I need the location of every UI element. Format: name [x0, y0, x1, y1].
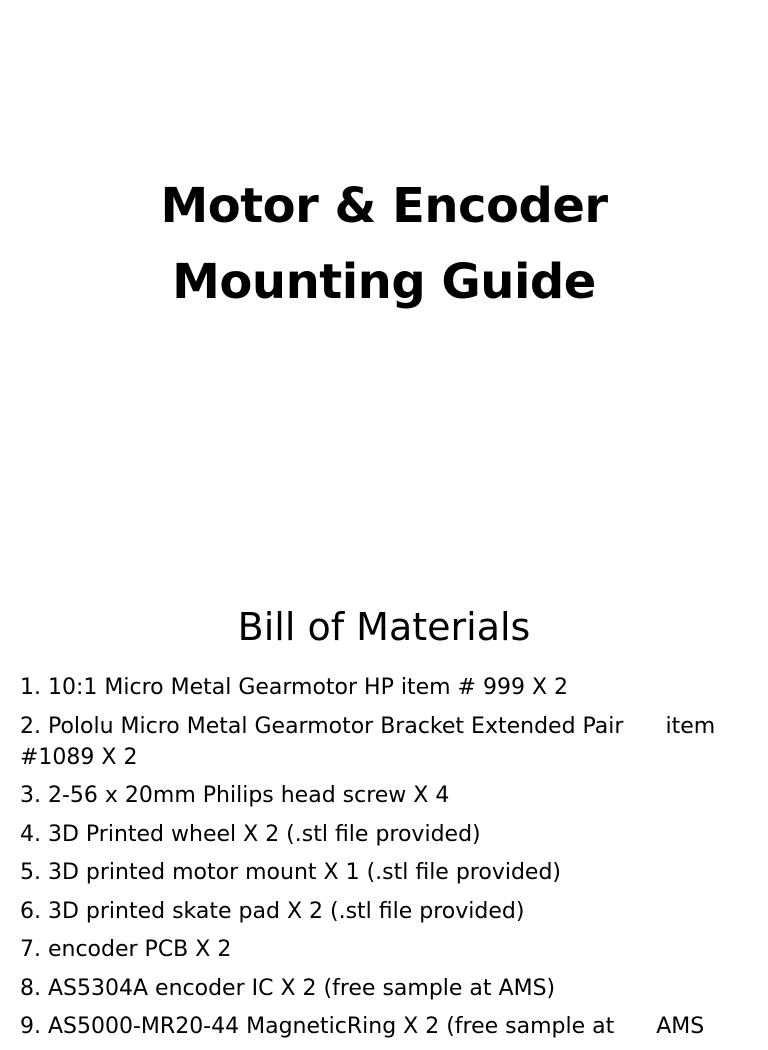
slide-title — [0, 168, 768, 320]
bom-item-3: 3. 2-56 x 20mm Philips head screw X 4 — [20, 783, 450, 808]
bom-item-2-suffix: item — [665, 713, 716, 739]
bom-heading: Bill of Materials — [237, 605, 531, 649]
bom-item-2: 2. Pololu Micro Metal Gearmotor Bracket Extended Pair item #1089 X 2 — [20, 713, 716, 770]
bom-item-6: 6. 3D printed skate pad X 2 (.stl file provided) — [20, 898, 525, 924]
title-line-1: Motor & Encoder — [160, 178, 608, 234]
bom-item-2-line2: #1089 X 2 — [20, 744, 138, 770]
bom-list — [20, 672, 768, 1050]
bom-item-9: 9. AS5000-MR20-44 MagneticRing X 2 (free sample at AMS — [20, 1014, 705, 1039]
bom-item-7: 7. encoder PCB X 2 — [20, 937, 232, 962]
bom-item-8: 8. AS5304A encoder IC X 2 (free sample at AMS) — [20, 975, 556, 1001]
bom-item-4: 4. 3D Printed wheel X 2 (.stl file provided) — [20, 821, 481, 847]
bom-item-1: 1. 10:1 Micro Metal Gearmotor HP item # 999 X 2 — [20, 675, 569, 700]
bom-item-9-suffix: AMS — [656, 1014, 705, 1039]
title-line-2: Mounting Guide — [172, 254, 596, 310]
bom-item-5: 5. 3D printed motor mount X 1 (.stl file provided) — [20, 860, 561, 885]
